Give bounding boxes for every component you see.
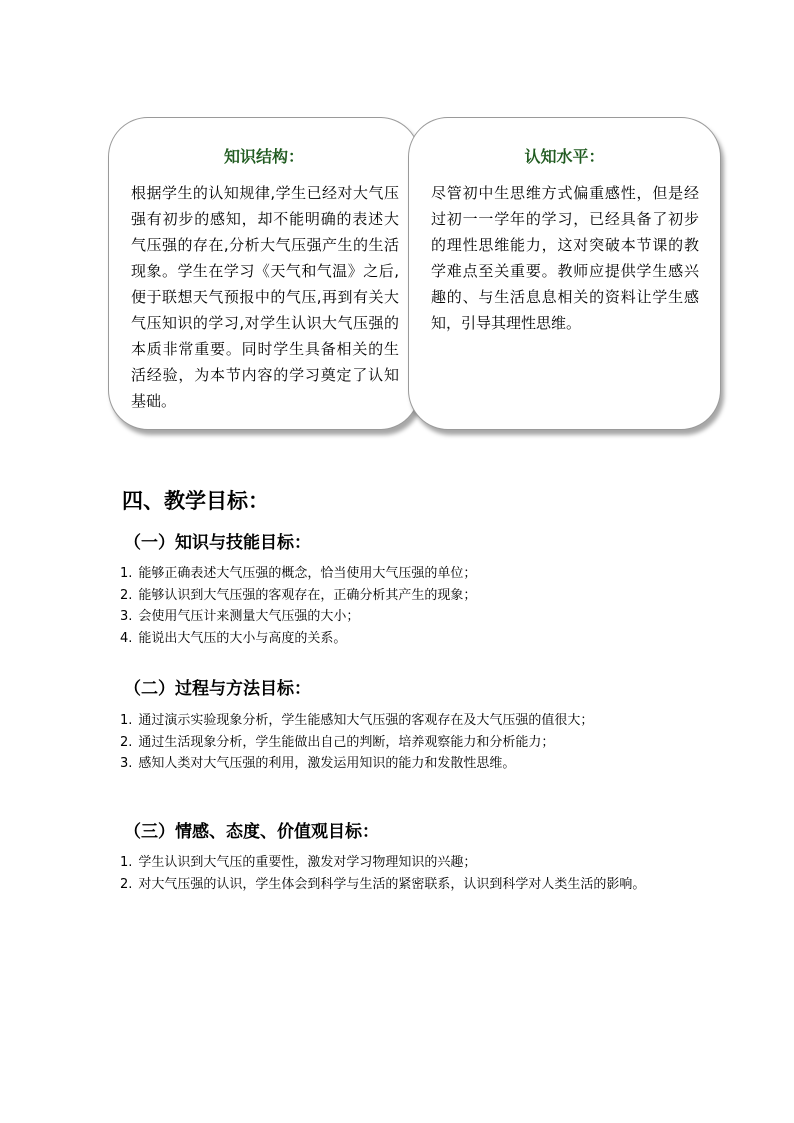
- cognitive-level-title: 认知水平：: [524, 147, 605, 166]
- knowledge-skills-list: [120, 563, 680, 649]
- item-number: 2.: [120, 587, 133, 603]
- list-item: [120, 710, 680, 732]
- item-number: 2.: [120, 734, 133, 750]
- item-text: 通过演示实验现象分析，学生能感知大气压强的客观存在及大气压强的值很大；: [138, 713, 594, 728]
- process-methods-list: [120, 710, 680, 775]
- item-text: 能够正确表述大气压强的概念，恰当使用大气压强的单位；: [138, 566, 477, 581]
- item-number: 1.: [120, 855, 133, 870]
- item-text: 对大气压强的认识，学生体会到科学与生活的紧密联系，认识到科学对人类生活的影响。: [138, 876, 646, 892]
- list-item: [120, 753, 680, 775]
- item-text: 通过生活现象分析，学生能做出自己的判断，培养观察能力和分析能力；: [138, 734, 555, 750]
- item-text: 能够认识到大气压强的客观存在，正确分析其产生的现象；: [138, 587, 477, 603]
- cognitive-level-card: [408, 117, 721, 430]
- item-number: 3.: [120, 609, 133, 624]
- item-text: 感知人类对大气压强的利用，激发运用知识的能力和发散性思维。: [138, 756, 516, 771]
- item-text: 学生认识到大气压的重要性，激发对学习物理知识的兴趣；: [138, 855, 477, 870]
- emotion-attitude-values-list: [120, 852, 680, 895]
- list-item: [120, 585, 680, 607]
- process-methods-heading: （二）过程与方法目标：: [124, 679, 311, 699]
- knowledge-structure-text: 根据学生的认知规律,学生已经对大气压强有初步的感知，却不能明确的表述大气压强的存在,分析大气压强产生的生活现象。学生在学习《天气和气温》之后,便于联想天气预报中的气压,再到有关大气压知识的学习,对学生认识大气压强的本质非常重要。同时学生具备相关的生活经验，为本节内容的学习奠定了认知基础。: [131, 184, 399, 410]
- item-number: 2.: [120, 876, 133, 892]
- list-item: [120, 732, 680, 754]
- emotion-attitude-values-heading: （三）情感、态度、价值观目标：: [124, 822, 379, 842]
- teaching-goals-heading: 四、教学目标：: [122, 488, 269, 513]
- knowledge-structure-card: [108, 117, 420, 430]
- item-text: 能说出大气压的大小与高度的关系。: [138, 630, 347, 646]
- list-item: [120, 606, 680, 628]
- item-text: 会使用气压计来测量大气压强的大小；: [138, 609, 360, 624]
- item-number: 1.: [120, 713, 133, 728]
- item-number: 3.: [120, 756, 133, 771]
- list-item: [120, 628, 680, 650]
- list-item: [120, 874, 680, 896]
- list-item: [120, 852, 680, 874]
- cognitive-level-text: 尽管初中生思维方式偏重感性，但是经过初一一学年的学习，已经具备了初步的理性思维能力，这对突破本节课的教学难点至关重要。教师应提供学生感兴趣的、与生活息息相关的资料让学生感知，引导其理性思维。: [431, 184, 699, 332]
- knowledge-structure-title: 知识结构：: [223, 147, 304, 166]
- list-item: [120, 563, 680, 585]
- knowledge-skills-heading: （一）知识与技能目标：: [124, 533, 311, 553]
- item-number: 4.: [120, 630, 133, 646]
- item-number: 1.: [120, 566, 133, 581]
